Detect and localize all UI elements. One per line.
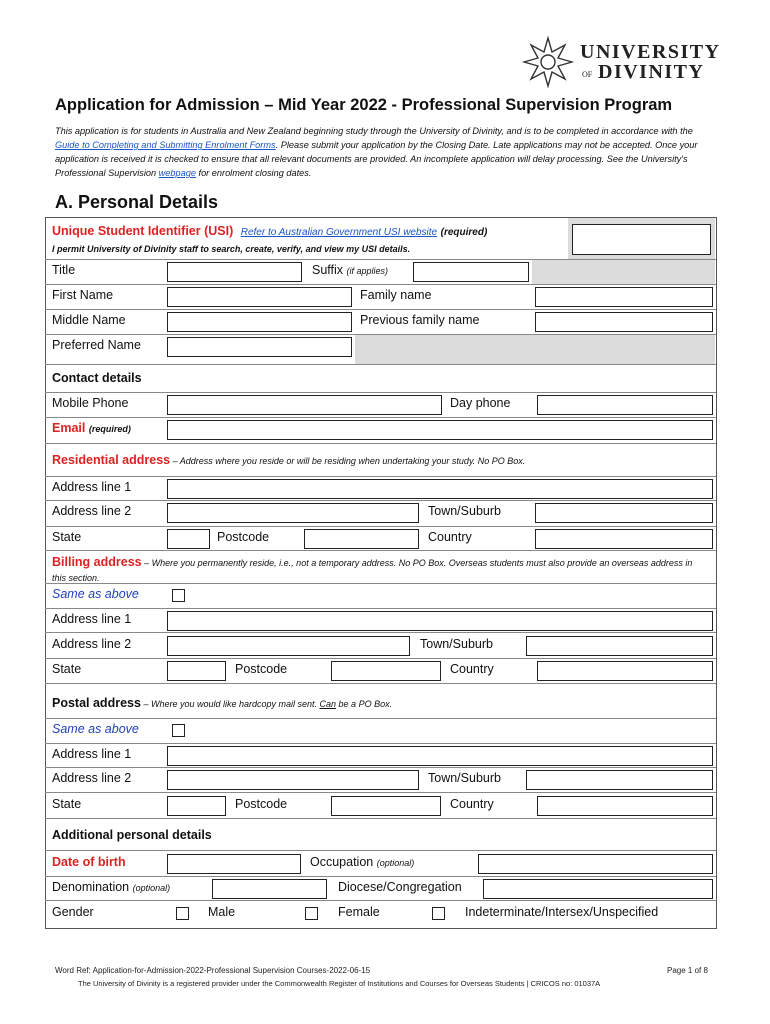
- bill-postcode-label: Postcode: [235, 662, 288, 676]
- usi-row: [52, 224, 487, 238]
- usi-required-note: (required): [440, 227, 488, 238]
- family-name-input[interactable]: [535, 287, 713, 307]
- gender-female-label: Female: [338, 905, 380, 919]
- postal-same-label: Same as above: [52, 722, 139, 736]
- post-line2-input[interactable]: [167, 770, 419, 790]
- gender-female-checkbox[interactable]: [305, 907, 318, 920]
- gender-male-label: Male: [208, 905, 236, 919]
- res-country-input[interactable]: [535, 529, 713, 549]
- post-country-label: Country: [450, 797, 494, 811]
- post-postcode-label: Postcode: [235, 797, 288, 811]
- diocese-input[interactable]: [483, 879, 713, 899]
- logo-divinity-text: DIVINITY: [598, 61, 705, 83]
- previous-family-name-input[interactable]: [535, 312, 713, 332]
- footer-page-number: Page 1 of 8: [667, 966, 708, 975]
- bill-line2-input[interactable]: [167, 636, 410, 656]
- preferred-name-input[interactable]: [167, 337, 352, 357]
- res-line2-input[interactable]: [167, 503, 419, 523]
- title-label: Title: [52, 263, 76, 277]
- mobile-phone-input[interactable]: [167, 395, 442, 415]
- denomination-label: Denomination (optional): [52, 880, 171, 894]
- footer-word-ref: Word Ref: Application-for-Admission-2022-Professional Supervision Courses-2022-06-15: [55, 966, 371, 975]
- usi-input[interactable]: [572, 224, 711, 255]
- first-name-label: First Name: [52, 288, 114, 302]
- bill-town-label: Town/Suburb: [420, 637, 493, 651]
- usi-permission-text: I permit University of Divinity staff to search, create, verify, and view my USI details.: [52, 244, 411, 254]
- email-label: Email: [52, 421, 86, 435]
- denomination-input[interactable]: [212, 879, 327, 899]
- guide-link[interactable]: Guide to Completing and Submitting Enrolment Forms: [55, 140, 276, 150]
- intro-paragraph: This application is for students in Australia and New Zealand beginning study through the University of Divinity, and is to be completed in accordance with the Guide to Completing and Submitting Enrolment Forms. Please submit your application by the Closing Date. Late applications may not be accepted. Once your application is received it is checked to ensure that all relevant documents are provided. An incomplete application will delay processing. See the University's Professional Supervision webpage for enrolment closing dates.: [55, 126, 698, 178]
- res-country-label: Country: [428, 530, 472, 544]
- residential-address-heading: Residential address: [52, 453, 171, 467]
- page-title: Application for Admission – Mid Year 2022 - Professional Supervision Program: [55, 96, 673, 114]
- res-town-label: Town/Suburb: [428, 504, 501, 518]
- contact-details-heading: Contact details: [52, 371, 142, 385]
- title-input[interactable]: [167, 262, 302, 282]
- res-town-input[interactable]: [535, 503, 713, 523]
- bill-line2-label: Address line 2: [52, 637, 132, 651]
- res-line1-input[interactable]: [167, 479, 713, 499]
- post-state-label: State: [52, 797, 82, 811]
- bill-state-input[interactable]: [167, 661, 226, 681]
- email-label-row: Email (required): [52, 421, 131, 435]
- bill-postcode-input[interactable]: [331, 661, 441, 681]
- email-input[interactable]: [167, 420, 713, 440]
- bill-country-input[interactable]: [537, 661, 713, 681]
- bill-state-label: State: [52, 662, 82, 676]
- day-phone-input[interactable]: [537, 395, 713, 415]
- middle-name-input[interactable]: [167, 312, 352, 332]
- post-state-input[interactable]: [167, 796, 226, 816]
- bill-country-label: Country: [450, 662, 494, 676]
- post-postcode-input[interactable]: [331, 796, 441, 816]
- post-line1-label: Address line 1: [52, 747, 132, 761]
- res-state-label: State: [52, 530, 82, 544]
- gender-label: Gender: [52, 905, 94, 919]
- footer-provider-text: The University of Divinity is a registered provider under the Commonwealth Register of Institutions and Courses for Overseas Students | CRICOS no: 01037A: [78, 979, 601, 988]
- first-name-input[interactable]: [167, 287, 352, 307]
- webpage-link[interactable]: webpage: [158, 168, 196, 178]
- postal-same-checkbox[interactable]: [172, 724, 185, 737]
- billing-heading-row: Billing address – Where you permanently reside, i.e., not a temporary address. No PO Box. Overseas students must also provide an overseas address in this section.: [52, 555, 693, 583]
- occupation-label: Occupation (optional): [310, 855, 415, 869]
- additional-details-heading: Additional personal details: [52, 828, 212, 842]
- post-line1-input[interactable]: [167, 746, 713, 766]
- logo-of-text: OF: [582, 70, 593, 79]
- post-country-input[interactable]: [537, 796, 713, 816]
- previous-family-name-label: Previous family name: [360, 313, 480, 327]
- billing-same-checkbox[interactable]: [172, 589, 185, 602]
- university-star-logo-icon: [522, 36, 574, 88]
- title-row-shade: [532, 260, 715, 284]
- billing-address-heading: Billing address: [52, 555, 142, 569]
- postal-heading-row: Postal address – Where you would like hardcopy mail sent. Can be a PO Box.: [52, 696, 393, 710]
- preferred-row-shade: [355, 334, 715, 364]
- bill-town-input[interactable]: [526, 636, 713, 656]
- logo-university-text: UNIVERSITY: [580, 41, 721, 63]
- mobile-phone-label: Mobile Phone: [52, 396, 129, 410]
- post-line2-label: Address line 2: [52, 771, 132, 785]
- residential-heading-row: Residential address – Address where you reside or will be residing when undertaking your study. No PO Box.: [52, 453, 526, 467]
- gender-other-label: Indeterminate/Intersex/Unspecified: [465, 905, 659, 919]
- res-line2-label: Address line 2: [52, 504, 132, 518]
- diocese-label: Diocese/Congregation: [338, 880, 462, 894]
- bill-line1-input[interactable]: [167, 611, 713, 631]
- middle-name-label: Middle Name: [52, 313, 126, 327]
- res-line1-label: Address line 1: [52, 480, 132, 494]
- gender-male-checkbox[interactable]: [176, 907, 189, 920]
- occupation-input[interactable]: [478, 854, 713, 874]
- day-phone-label: Day phone: [450, 396, 511, 410]
- gender-other-checkbox[interactable]: [432, 907, 445, 920]
- usi-label: Unique Student Identifier (USI): [52, 224, 234, 238]
- suffix-label: Suffix (if applies): [312, 263, 389, 277]
- suffix-input[interactable]: [413, 262, 529, 282]
- post-town-label: Town/Suburb: [428, 771, 501, 785]
- dob-input[interactable]: [167, 854, 301, 874]
- dob-label: Date of birth: [52, 855, 126, 869]
- res-postcode-input[interactable]: [304, 529, 419, 549]
- res-state-input[interactable]: [167, 529, 210, 549]
- section-title: A. Personal Details: [55, 192, 219, 212]
- usi-website-link[interactable]: Refer to Australian Government USI website: [240, 227, 438, 238]
- postal-address-heading: Postal address: [52, 696, 141, 710]
- family-name-label: Family name: [360, 288, 432, 302]
- preferred-name-label: Preferred Name: [52, 338, 141, 352]
- post-town-input[interactable]: [526, 770, 713, 790]
- billing-same-label: Same as above: [52, 587, 139, 601]
- res-postcode-label: Postcode: [217, 530, 270, 544]
- bill-line1-label: Address line 1: [52, 612, 132, 626]
